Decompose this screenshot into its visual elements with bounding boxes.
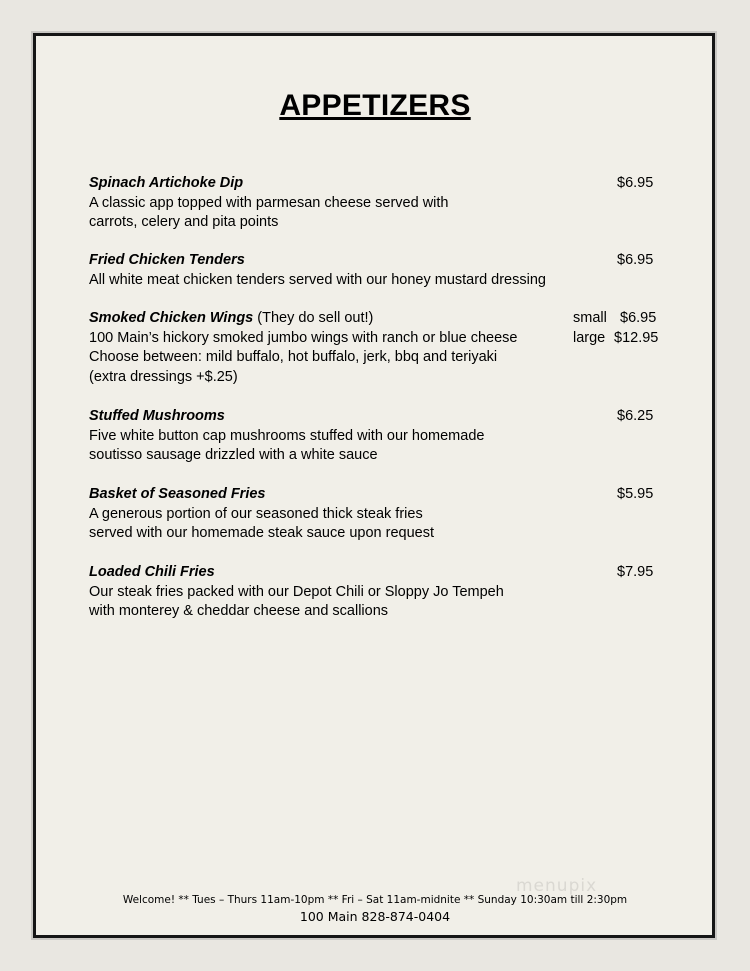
- item-description: All white meat chicken tenders served with our honey mustard dressing: [89, 271, 546, 288]
- item-name: Stuffed Mushrooms: [89, 408, 225, 424]
- size-price: $12.95: [614, 330, 659, 346]
- item-price: $7.95: [617, 564, 654, 580]
- item-name: Basket of Seasoned Fries: [89, 486, 266, 502]
- item-name: Spinach Artichoke Dip: [89, 175, 244, 191]
- size-label: large: [573, 330, 606, 346]
- item-price: $5.95: [617, 486, 654, 502]
- item-price: $6.95: [617, 175, 654, 191]
- item-description: soutisso sausage drizzled with a white sauce: [89, 447, 378, 463]
- menu-item: [89, 563, 669, 622]
- item-description: with monterey & cheddar cheese and scallions: [89, 603, 389, 619]
- watermark: menupix: [516, 876, 598, 896]
- item-name: Loaded Chili Fries: [89, 564, 215, 580]
- size-label: small: [573, 310, 607, 326]
- page-title: APPETIZERS: [279, 89, 471, 122]
- item-price: $6.25: [617, 408, 654, 424]
- item-description: (extra dressings +$.25): [89, 368, 238, 385]
- item-name: Smoked Chicken Wings: [89, 310, 254, 326]
- item-note: (They do sell out!): [257, 310, 374, 326]
- item-description: Choose between: mild buffalo, hot buffalo, jerk, bbq and teriyaki: [89, 349, 498, 365]
- item-description: 100 Main’s hickory smoked jumbo wings with ranch or blue cheese: [89, 329, 518, 346]
- menu-item: [89, 251, 669, 290]
- item-description: served with our homemade steak sauce upon request: [89, 525, 434, 541]
- size-price: $6.95: [620, 310, 657, 326]
- menu-item: [89, 174, 669, 233]
- menu-item: [89, 407, 669, 466]
- item-description: carrots, celery and pita points: [89, 214, 279, 230]
- item-price: $6.95: [617, 252, 654, 268]
- menu-item: [89, 485, 669, 544]
- menu-item: [89, 309, 669, 387]
- item-description: A generous portion of our seasoned thick steak fries: [89, 505, 423, 522]
- item-description: A classic app topped with parmesan cheese served with: [89, 194, 449, 211]
- item-description: Five white button cap mushrooms stuffed with our homemade: [89, 427, 485, 444]
- footer-contact: 100 Main 828-874-0404: [299, 909, 451, 924]
- item-name: Fried Chicken Tenders: [89, 252, 245, 268]
- item-description: Our steak fries packed with our Depot Chili or Sloppy Jo Tempeh: [89, 583, 504, 600]
- footer-hours: Welcome! ** Tues – Thurs 11am-10pm ** Fri – Sat 11am-midnite ** Sunday 10:30am till 2:30pm: [122, 894, 628, 906]
